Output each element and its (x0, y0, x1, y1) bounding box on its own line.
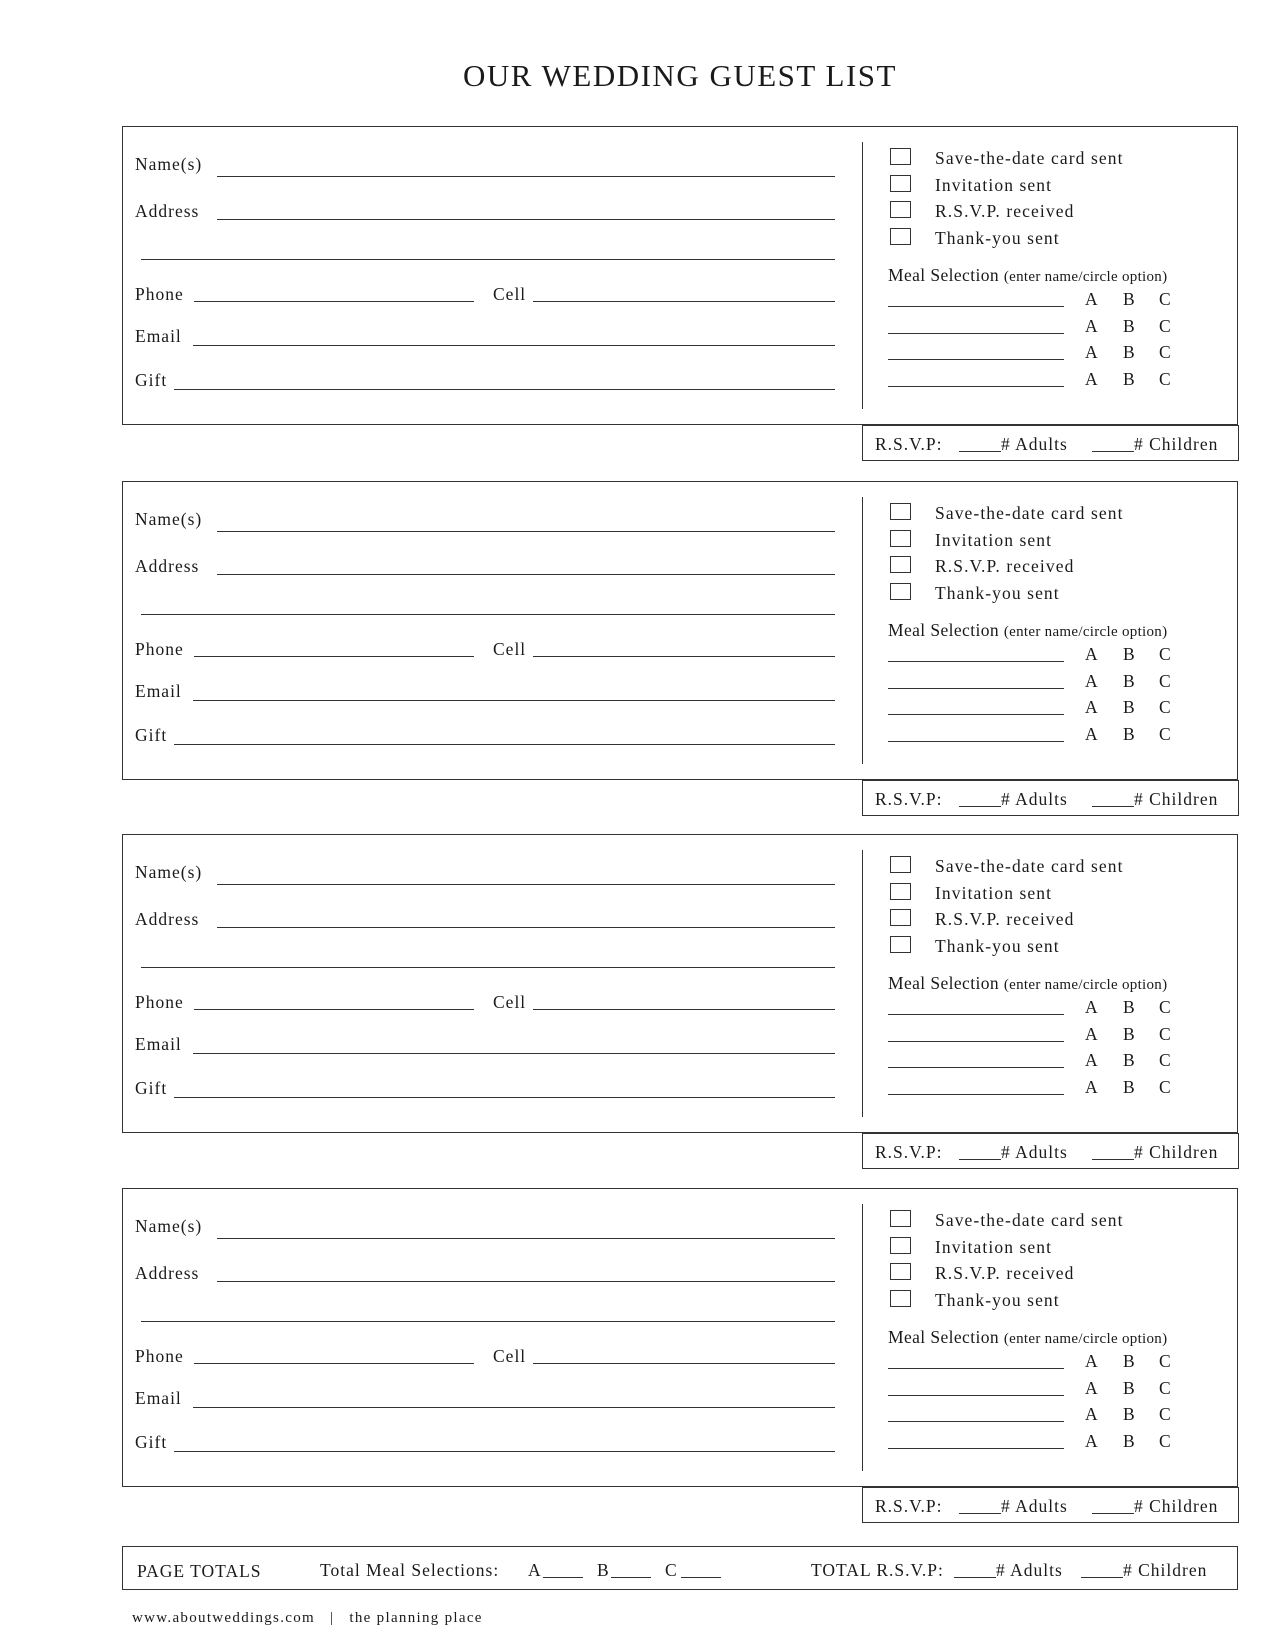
meal-option-a[interactable]: A (1085, 342, 1098, 362)
cell-label: Cell (493, 1346, 527, 1366)
invitation-checkbox[interactable] (890, 1237, 911, 1254)
email-label: Email (135, 326, 182, 346)
rsvp-box (862, 780, 1239, 816)
meal-selection-label: Meal Selection (888, 973, 1000, 993)
meal-option-a[interactable]: A (1085, 316, 1098, 336)
thank-you-checkbox[interactable] (890, 936, 911, 953)
phone-line[interactable] (194, 1009, 474, 1010)
cell-line[interactable] (533, 1363, 835, 1364)
total-children-blank[interactable] (1081, 1577, 1123, 1578)
meal-option-b[interactable]: B (1123, 671, 1135, 691)
meal-option-b[interactable]: B (1123, 1431, 1135, 1451)
meal-option-b[interactable]: B (1123, 1351, 1135, 1371)
meal-option-a[interactable]: A (1085, 1024, 1098, 1044)
gift-line[interactable] (174, 389, 835, 390)
email-line[interactable] (193, 1053, 835, 1054)
rsvp-received-label: R.S.V.P. received (935, 1263, 1075, 1283)
phone-label: Phone (135, 284, 184, 304)
save-the-date-checkbox[interactable] (890, 1210, 911, 1227)
address-line-2[interactable] (141, 259, 835, 260)
save-the-date-label: Save-the-date card sent (935, 503, 1124, 523)
cell-line[interactable] (533, 656, 835, 657)
total-b-label: B (597, 1560, 610, 1580)
phone-label: Phone (135, 1346, 184, 1366)
thank-you-label: Thank-you sent (935, 936, 1060, 956)
meal-option-a[interactable]: A (1085, 697, 1098, 717)
adults-label: # Adults (1001, 1496, 1068, 1516)
meal-option-b[interactable]: B (1123, 1050, 1135, 1070)
meal-option-c[interactable]: C (1159, 644, 1171, 664)
meal-name-line[interactable] (888, 741, 1064, 742)
names-line[interactable] (217, 884, 835, 885)
thank-you-label: Thank-you sent (935, 228, 1060, 248)
cell-label: Cell (493, 284, 527, 304)
rsvp-received-checkbox[interactable] (890, 556, 911, 573)
meal-selection-label: Meal Selection (888, 265, 1000, 285)
save-the-date-checkbox[interactable] (890, 503, 911, 520)
meal-name-line[interactable] (888, 1041, 1064, 1042)
total-c-blank[interactable] (681, 1577, 721, 1578)
total-c-label: C (665, 1560, 678, 1580)
meal-option-b[interactable]: B (1123, 644, 1135, 664)
address-line[interactable] (217, 1281, 835, 1282)
address-label: Address (135, 556, 200, 576)
meal-option-a[interactable]: A (1085, 1404, 1098, 1424)
rsvp-received-label: R.S.V.P. received (935, 201, 1075, 221)
meal-option-b[interactable]: B (1123, 1378, 1135, 1398)
thank-you-checkbox[interactable] (890, 583, 911, 600)
gift-label: Gift (135, 1078, 168, 1098)
email-label: Email (135, 1388, 182, 1408)
names-line[interactable] (217, 176, 835, 177)
address-line[interactable] (217, 574, 835, 575)
gift-label: Gift (135, 725, 168, 745)
meal-option-c[interactable]: C (1159, 997, 1171, 1017)
meal-option-a[interactable]: A (1085, 1050, 1098, 1070)
meal-option-b[interactable]: B (1123, 1024, 1135, 1044)
adults-label: # Adults (1001, 434, 1068, 454)
total-adults-blank[interactable] (954, 1577, 996, 1578)
meal-selection-heading (888, 1327, 1167, 1348)
address-line-2[interactable] (141, 1321, 835, 1322)
save-the-date-label: Save-the-date card sent (935, 1210, 1124, 1230)
children-label: # Children (1134, 1496, 1219, 1516)
rsvp-received-checkbox[interactable] (890, 201, 911, 218)
meal-option-c[interactable]: C (1159, 1431, 1171, 1451)
meal-name-line[interactable] (888, 714, 1064, 715)
meal-option-c[interactable]: C (1159, 671, 1171, 691)
meal-name-line[interactable] (888, 306, 1064, 307)
meal-name-line[interactable] (888, 359, 1064, 360)
meal-name-line[interactable] (888, 386, 1064, 387)
meal-option-b[interactable]: B (1123, 724, 1135, 744)
children-label: # Children (1134, 434, 1219, 454)
rsvp-label: R.S.V.P: (875, 434, 943, 454)
meal-selection-hint: (enter name/circle option) (1003, 624, 1168, 640)
invitation-label: Invitation sent (935, 1237, 1053, 1257)
meal-option-a[interactable]: A (1085, 724, 1098, 744)
meal-selection-hint: (enter name/circle option) (1003, 1331, 1168, 1347)
phone-label: Phone (135, 639, 184, 659)
card-divider (862, 142, 863, 409)
total-meal-label: Total Meal Selections: (320, 1560, 500, 1580)
meal-name-line[interactable] (888, 1094, 1064, 1095)
meal-option-c[interactable]: C (1159, 697, 1171, 717)
save-the-date-checkbox[interactable] (890, 148, 911, 165)
footer-tagline: the planning place (349, 1610, 483, 1626)
address-label: Address (135, 201, 200, 221)
meal-name-line[interactable] (888, 1014, 1064, 1015)
invitation-label: Invitation sent (935, 175, 1053, 195)
rsvp-label: R.S.V.P: (875, 1142, 943, 1162)
names-label: Name(s) (135, 154, 203, 174)
save-the-date-checkbox[interactable] (890, 856, 911, 873)
rsvp-box (862, 1133, 1239, 1169)
total-rsvp-label: TOTAL R.S.V.P: (811, 1560, 944, 1580)
phone-line[interactable] (194, 1363, 474, 1364)
invitation-label: Invitation sent (935, 530, 1053, 550)
meal-option-b[interactable]: B (1123, 697, 1135, 717)
meal-selection-heading (888, 973, 1167, 994)
children-blank[interactable] (1092, 1513, 1134, 1514)
meal-option-b[interactable]: B (1123, 289, 1135, 309)
invitation-label: Invitation sent (935, 883, 1053, 903)
meal-option-b[interactable]: B (1123, 997, 1135, 1017)
rsvp-received-checkbox[interactable] (890, 1263, 911, 1280)
adults-label: # Adults (1001, 789, 1068, 809)
thank-you-label: Thank-you sent (935, 1290, 1060, 1310)
meal-option-c[interactable]: C (1159, 342, 1171, 362)
meal-selection-heading (888, 620, 1167, 641)
rsvp-received-label: R.S.V.P. received (935, 909, 1075, 929)
invitation-checkbox[interactable] (890, 175, 911, 192)
meal-option-a[interactable]: A (1085, 997, 1098, 1017)
phone-label: Phone (135, 992, 184, 1012)
children-blank[interactable] (1092, 806, 1134, 807)
adults-label: # Adults (1001, 1142, 1068, 1162)
meal-option-b[interactable]: B (1123, 342, 1135, 362)
meal-option-a[interactable]: A (1085, 644, 1098, 664)
thank-you-checkbox[interactable] (890, 1290, 911, 1307)
meal-option-a[interactable]: A (1085, 369, 1098, 389)
meal-option-a[interactable]: A (1085, 671, 1098, 691)
guest-card (122, 126, 1238, 454)
meal-option-c[interactable]: C (1159, 1351, 1171, 1371)
gift-line[interactable] (174, 1451, 835, 1452)
cell-line[interactable] (533, 301, 835, 302)
card-divider (862, 850, 863, 1117)
cell-label: Cell (493, 992, 527, 1012)
invitation-checkbox[interactable] (890, 530, 911, 547)
meal-option-b[interactable]: B (1123, 369, 1135, 389)
address-label: Address (135, 1263, 200, 1283)
meal-name-line[interactable] (888, 1067, 1064, 1068)
footer (132, 1610, 483, 1627)
meal-option-a[interactable]: A (1085, 1351, 1098, 1371)
email-line[interactable] (193, 1407, 835, 1408)
rsvp-box (862, 1487, 1239, 1523)
page-totals (122, 1546, 1238, 1590)
gift-label: Gift (135, 1432, 168, 1452)
meal-option-c[interactable]: C (1159, 1077, 1171, 1097)
email-label: Email (135, 1034, 182, 1054)
meal-option-c[interactable]: C (1159, 289, 1171, 309)
gift-label: Gift (135, 370, 168, 390)
rsvp-received-checkbox[interactable] (890, 909, 911, 926)
meal-option-c[interactable]: C (1159, 1404, 1171, 1424)
meal-option-c[interactable]: C (1159, 1050, 1171, 1070)
cell-label: Cell (493, 639, 527, 659)
email-line[interactable] (193, 700, 835, 701)
meal-option-c[interactable]: C (1159, 1378, 1171, 1398)
rsvp-label: R.S.V.P: (875, 1496, 943, 1516)
address-line-2[interactable] (141, 614, 835, 615)
meal-option-c[interactable]: C (1159, 1024, 1171, 1044)
email-label: Email (135, 681, 182, 701)
meal-name-line[interactable] (888, 1448, 1064, 1449)
meal-option-a[interactable]: A (1085, 1378, 1098, 1398)
rsvp-received-label: R.S.V.P. received (935, 556, 1075, 576)
address-line[interactable] (217, 927, 835, 928)
guest-card (122, 1188, 1238, 1516)
guest-card (122, 834, 1238, 1162)
meal-selection-heading (888, 265, 1167, 286)
rsvp-box (862, 425, 1239, 461)
meal-name-line[interactable] (888, 661, 1064, 662)
meal-option-a[interactable]: A (1085, 289, 1098, 309)
thank-you-label: Thank-you sent (935, 583, 1060, 603)
children-blank[interactable] (1092, 451, 1134, 452)
adults-blank[interactable] (959, 1159, 1001, 1160)
meal-option-c[interactable]: C (1159, 316, 1171, 336)
total-b-blank[interactable] (611, 1577, 651, 1578)
meal-selection-hint: (enter name/circle option) (1003, 269, 1168, 285)
names-label: Name(s) (135, 862, 203, 882)
adults-blank[interactable] (959, 1513, 1001, 1514)
children-blank[interactable] (1092, 1159, 1134, 1160)
meal-option-b[interactable]: B (1123, 1077, 1135, 1097)
save-the-date-label: Save-the-date card sent (935, 856, 1124, 876)
guest-card (122, 481, 1238, 809)
meal-selection-label: Meal Selection (888, 1327, 1000, 1347)
meal-option-a[interactable]: A (1085, 1077, 1098, 1097)
thank-you-checkbox[interactable] (890, 228, 911, 245)
card-divider (862, 497, 863, 764)
meal-option-c[interactable]: C (1159, 724, 1171, 744)
page-totals-label: PAGE TOTALS (137, 1561, 262, 1581)
page-title: OUR WEDDING GUEST LIST (463, 58, 897, 93)
phone-line[interactable] (194, 656, 474, 657)
meal-selection-label: Meal Selection (888, 620, 1000, 640)
meal-name-line[interactable] (888, 1421, 1064, 1422)
footer-separator: | (330, 1610, 335, 1626)
save-the-date-label: Save-the-date card sent (935, 148, 1124, 168)
address-label: Address (135, 909, 200, 929)
names-label: Name(s) (135, 1216, 203, 1236)
children-label: # Children (1134, 789, 1219, 809)
meal-option-b[interactable]: B (1123, 316, 1135, 336)
meal-name-line[interactable] (888, 1368, 1064, 1369)
names-line[interactable] (217, 531, 835, 532)
address-line[interactable] (217, 219, 835, 220)
meal-name-line[interactable] (888, 1395, 1064, 1396)
meal-option-c[interactable]: C (1159, 369, 1171, 389)
cell-line[interactable] (533, 1009, 835, 1010)
card-divider (862, 1204, 863, 1471)
gift-line[interactable] (174, 744, 835, 745)
meal-option-b[interactable]: B (1123, 1404, 1135, 1424)
total-adults-label: # Adults (996, 1560, 1063, 1580)
meal-name-line[interactable] (888, 333, 1064, 334)
invitation-checkbox[interactable] (890, 883, 911, 900)
total-a-label: A (528, 1560, 542, 1580)
adults-blank[interactable] (959, 806, 1001, 807)
footer-site: www.aboutweddings.com (132, 1610, 315, 1626)
names-label: Name(s) (135, 509, 203, 529)
children-label: # Children (1134, 1142, 1219, 1162)
gift-line[interactable] (174, 1097, 835, 1098)
adults-blank[interactable] (959, 451, 1001, 452)
meal-selection-hint: (enter name/circle option) (1003, 977, 1168, 993)
address-line-2[interactable] (141, 967, 835, 968)
phone-line[interactable] (194, 301, 474, 302)
names-line[interactable] (217, 1238, 835, 1239)
total-children-label: # Children (1123, 1560, 1208, 1580)
email-line[interactable] (193, 345, 835, 346)
meal-name-line[interactable] (888, 688, 1064, 689)
meal-option-a[interactable]: A (1085, 1431, 1098, 1451)
total-a-blank[interactable] (543, 1577, 583, 1578)
rsvp-label: R.S.V.P: (875, 789, 943, 809)
